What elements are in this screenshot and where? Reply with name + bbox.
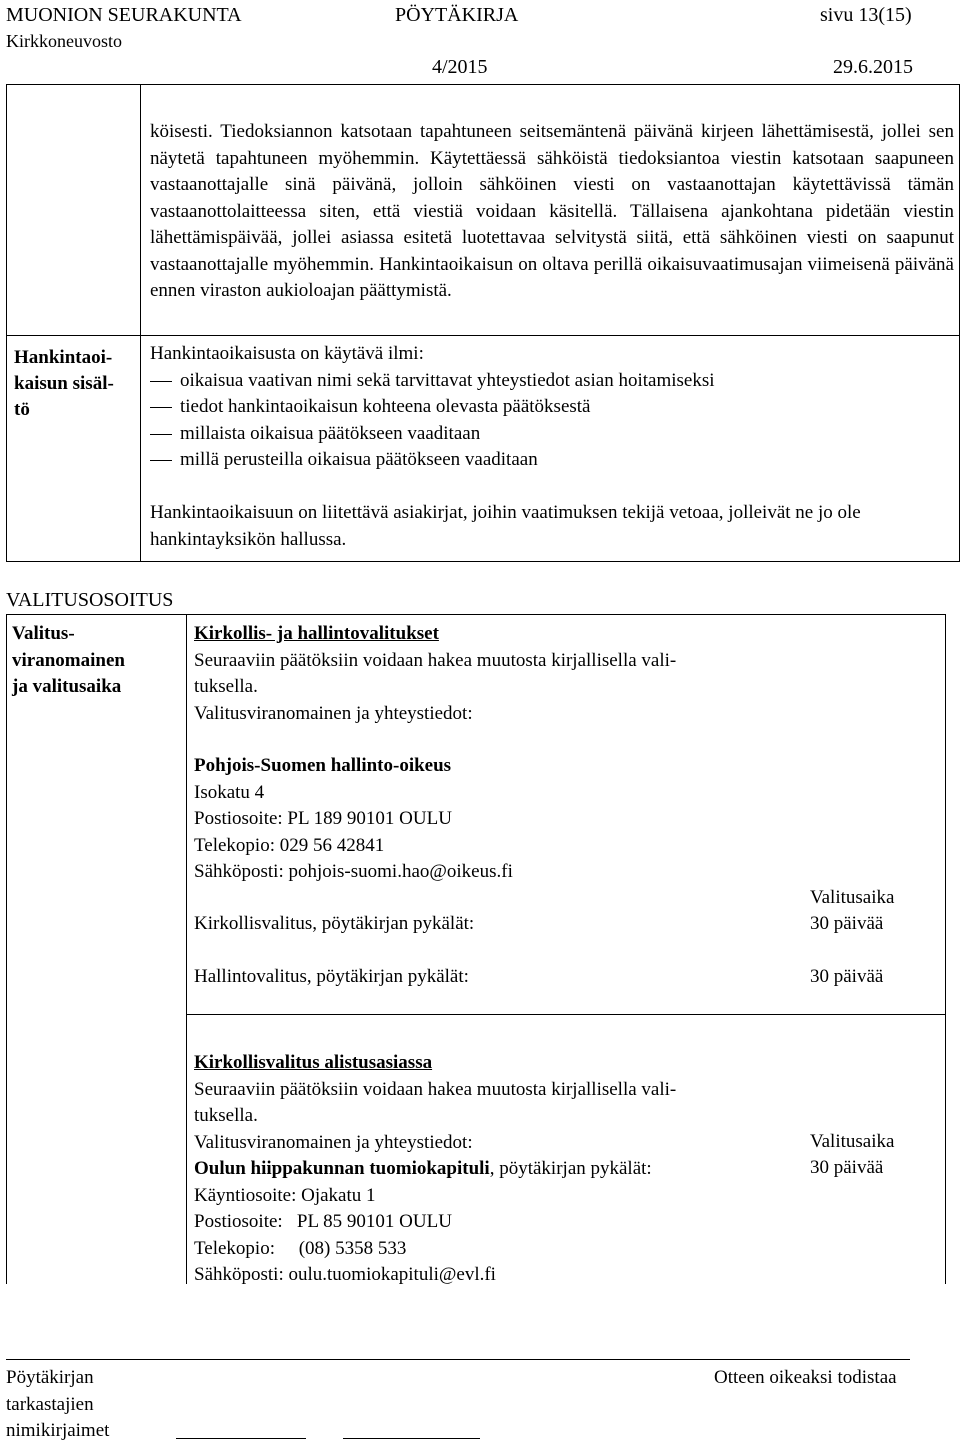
signature-line-2 <box>343 1438 480 1439</box>
section1-side-label-line: kaisun sisäl- <box>14 373 114 394</box>
contents-block <box>150 341 954 474</box>
header-number: 4/2015 <box>432 56 488 78</box>
appeal-top-border <box>6 614 945 615</box>
block2-authority-label: Valitusviranomainen ja yhteystiedot: <box>194 1131 473 1153</box>
footer-left-line: Pöytäkirjan <box>6 1367 94 1388</box>
header-doc-type: PÖYTÄKIRJA <box>395 4 519 26</box>
section1-row-divider <box>6 335 960 336</box>
block2-chapter-suffix: , pöytäkirjan pykälät: <box>489 1158 652 1179</box>
footer-left-line: tarkastajien <box>6 1393 94 1415</box>
attachments-paragraph: Hankintaoikaisuun on liitettävä asiakirjat, joihin vaatimuksen tekijä vetoaa, jolleivät ne jo ole hankintayksikön hallussa. <box>150 502 861 550</box>
contents-item: millaista oikaisua päätökseen vaaditaan <box>150 421 954 448</box>
appeal-block-divider <box>186 1014 945 1015</box>
block2-title: Kirkollisvalitus alistusasiassa <box>194 1052 433 1073</box>
footer-left-line: nimikirjaimet <box>6 1420 110 1441</box>
section1-side-label-line: tö <box>14 399 30 420</box>
contents-title: Hankintaoikaisusta on käytävä ilmi: <box>150 343 424 364</box>
block2-period-header: Valitusaika <box>810 1131 895 1152</box>
block1-address-line: Isokatu 4 <box>194 781 265 803</box>
block2-chapter-name: Oulun hiippakunnan tuomiokapituli <box>194 1158 490 1179</box>
block2-text-line: Seuraaviin päätöksiin voidaan hakea muutosta kirjallisella vali- <box>194 1078 677 1100</box>
block1-text-line: tuksella. <box>194 676 258 697</box>
section1-side-label-line: Hankintaoi- <box>14 347 113 368</box>
block2-address-line: Sähköposti: oulu.tuomiokapituli@evl.fi <box>194 1264 496 1285</box>
appeal-right-border <box>945 614 946 1284</box>
contents-item: oikaisua vaativan nimi sekä tarvittavat yhteystiedot asian hoitamiseksi <box>150 368 954 395</box>
block1-row-period: 30 päivää <box>810 966 884 987</box>
appeal-block2 <box>194 1050 794 1289</box>
footer-right: Otteen oikeaksi todistaa <box>714 1367 897 1388</box>
contents-item: millä perusteilla oikaisua päätökseen vaaditaan <box>150 447 954 474</box>
block1-row-period: 30 päivää <box>810 913 884 934</box>
block2-period: 30 päivää <box>810 1157 884 1178</box>
appeal-side-label <box>12 621 182 701</box>
appeal-side-label-line: Valitus- <box>12 623 75 644</box>
header-org: MUONION SEURAKUNTA <box>6 4 242 26</box>
block2-text-line: tuksella. <box>194 1105 258 1126</box>
block1-court-block <box>194 753 754 886</box>
signature-line-1 <box>176 1438 306 1439</box>
block2-address-line: Postiosoite: PL 85 90101 OULU <box>194 1211 452 1232</box>
footer-left <box>6 1365 109 1445</box>
block2-address-line: Telekopio: (08) 5358 533 <box>194 1237 407 1259</box>
appeal-column-divider <box>186 614 187 1284</box>
block1-text-line: Seuraaviin päätöksiin voidaan hakea muutosta kirjallisella vali- <box>194 649 677 671</box>
appeal-side-label-line: viranomainen <box>12 649 125 671</box>
intro-paragraph: köisesti. Tiedoksiannon katsotaan tapahtuneen seitsemäntenä päivänä kirjeen lähettämisestä, jollei sen näytetä tapahtuneen myöhemmin. Käytettäessä sähköistä tiedoksiantoa viestin katsotaan saapuneen vastaanottajalle sinä päivänä, jolloin sähköinen viesti on vastaanottajan käytettävissä tämän vastaanottolaitteessa siten, että viestiä voidaan käsitellä. Tällaisena ajankohtana pidetään viestin lähettämispäivää, jollei asiassa esitetä luotettavaa selvitystä siitä, että sähköinen viesti on saapunut vastaanottajalle myöhemmin. Hankintaoikaisun on oltava perillä oikaisuvaatimusajan viimeisenä päivänä ennen viraston aukioloajan päättymistä. <box>150 121 954 301</box>
header-page: sivu 13(15) <box>820 4 912 26</box>
appeal-block1 <box>194 621 794 727</box>
block2-chapter-line <box>194 1156 794 1183</box>
contents-item: tiedot hankintaoikaisun kohteena olevasta päätöksestä <box>150 394 954 421</box>
block1-court-name: Pohjois-Suomen hallinto-oikeus <box>194 755 452 776</box>
block1-address-line: Postiosoite: PL 189 90101 OULU <box>194 808 452 829</box>
header-date: 29.6.2015 <box>833 56 913 78</box>
block1-address-line: Telekopio: 029 56 42841 <box>194 834 385 856</box>
block1-authority-label: Valitusviranomainen ja yhteystiedot: <box>194 702 473 724</box>
section1-column-divider <box>140 84 141 562</box>
block1-row-label: Kirkollisvalitus, pöytäkirjan pykälät: <box>194 913 475 934</box>
block2-address-line: Käyntiosoite: Ojakatu 1 <box>194 1184 376 1206</box>
block1-title: Kirkollis- ja hallintovalitukset <box>194 623 439 644</box>
header-body: Kirkkoneuvosto <box>6 31 122 51</box>
section1-side-label <box>14 345 136 423</box>
block1-period-header: Valitusaika <box>810 887 895 908</box>
footer-rule <box>6 1359 910 1360</box>
block1-address-line: Sähköposti: pohjois-suomi.hao@oikeus.fi <box>194 861 513 882</box>
appeal-heading: VALITUSOSOITUS <box>6 589 174 611</box>
appeal-left-border <box>6 614 7 1284</box>
appeal-side-label-line: ja valitusaika <box>12 676 122 697</box>
block1-row-label: Hallintovalitus, pöytäkirjan pykälät: <box>194 966 469 987</box>
